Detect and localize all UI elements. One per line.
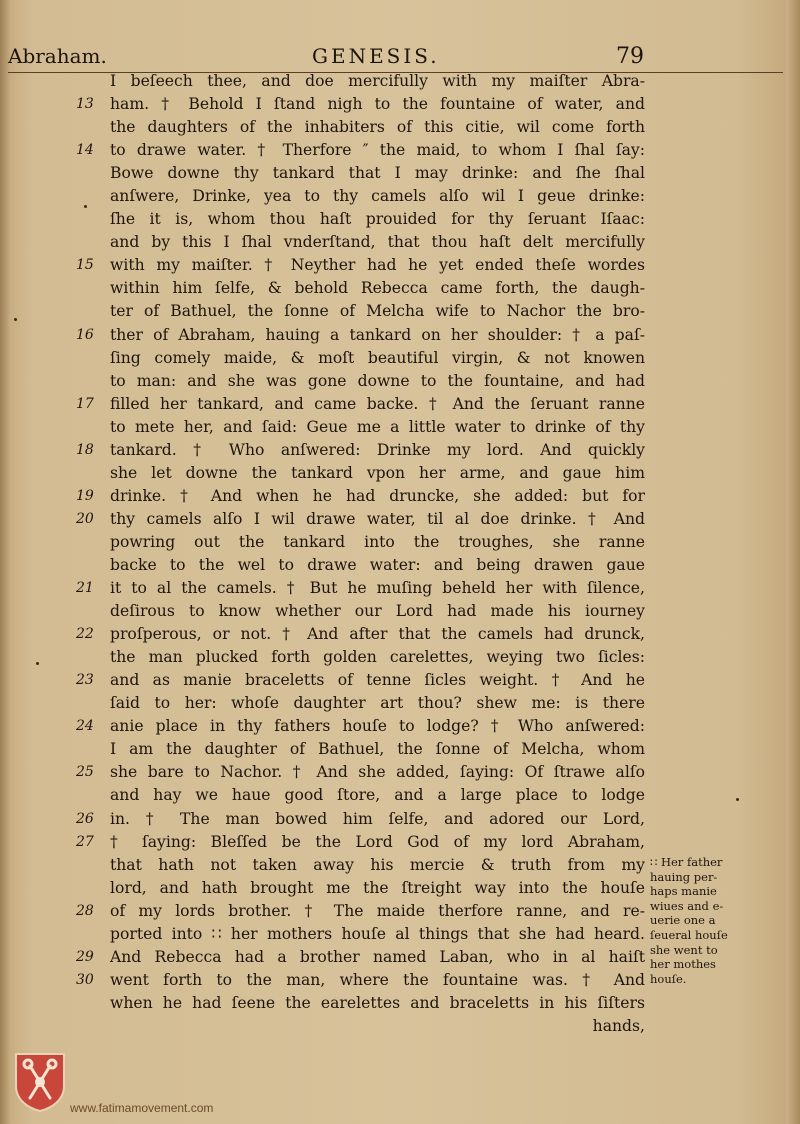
line-text: and by this I ſhal vnderſtand, that thou haſt delt mercifully (110, 233, 645, 252)
line-text: and hay we haue good ſtore, and a large place to lodge (110, 786, 645, 805)
line-text: she let downe the tankard vpon her arme, and gaue him (110, 463, 645, 482)
text-line (0, 462, 800, 485)
verse-number: 25 (76, 764, 94, 781)
line-text: to mete her, and ſaid: Geue me a little water to drinke of thy (110, 417, 645, 436)
verse-number: 20 (76, 510, 94, 527)
line-text: I beſeech thee, and doe mercifully with my maiſter Abra- (110, 72, 645, 90)
text-line (0, 347, 800, 370)
text-line (0, 715, 800, 738)
line-text: deſirous to know whether our Lord had made his iourney (110, 602, 645, 621)
line-text: ſhe it is, whom thou haſt prouided for thy ſeruant Iſaac: (110, 210, 645, 229)
text-line (0, 808, 800, 831)
margin-note-line: she went to (650, 942, 718, 957)
text-line (0, 185, 800, 208)
line-text: when he had ſeene the earelettes and braceletts in his ſiſters (110, 993, 645, 1012)
text-line (0, 646, 800, 669)
verse-number: 23 (76, 672, 94, 689)
line-text: Bowe downe thy tankard that I may drinke: and ſhe ſhal (110, 164, 645, 183)
verse-number: 16 (76, 326, 94, 343)
line-text: anie place in thy fathers houſe to lodge? † Who anſwered: (110, 717, 645, 736)
text-line (0, 692, 800, 715)
text-line (0, 623, 800, 646)
margin-note-line: hauing per- (650, 869, 718, 884)
text-line (0, 116, 800, 139)
line-text: it to al the camels. † But he muſing beheld her with ſilence, (110, 579, 645, 598)
text-line (0, 577, 800, 600)
line-text: she bare to Nachor. † And she added, ſaying: Of ſtrawe alſo (110, 763, 645, 782)
line-text: I am the daughter of Bathuel, the ſonne of Melcha, whom (110, 740, 645, 759)
ink-speck (14, 318, 17, 321)
line-text: and as manie braceletts of tenne ſicles weight. † And he (110, 671, 645, 690)
text-line (0, 324, 800, 347)
text-line (0, 208, 800, 231)
text-line (0, 277, 800, 300)
line-text: ſaid to her: whoſe daughter art thou? shew me: is there (110, 694, 645, 713)
line-text: powring out the tankard into the troughes, she ranne (110, 532, 645, 551)
verse-number: 21 (76, 580, 94, 597)
header-book-title: GENESIS. (312, 44, 440, 68)
line-text: of my lords brother. † The maide therfore ranne, and re- (110, 901, 645, 920)
line-text: backe to the wel to drawe water: and being drawen gaue (110, 555, 645, 574)
line-text: that hath not taken away his mercie & truth from my (110, 855, 645, 874)
ink-speck (36, 662, 39, 665)
text-line (0, 416, 800, 439)
text-line (0, 254, 800, 277)
margin-note-line: ∷ Her father (650, 855, 723, 869)
line-text: within him ſelfe, & behold Rebecca came forth, the daugh- (110, 279, 645, 298)
text-line (0, 508, 800, 531)
text-line (0, 393, 800, 416)
text-line (0, 439, 800, 462)
text-line (0, 992, 800, 1015)
margin-note-line: uerie one a (650, 913, 716, 928)
margin-note-line: haps manie (650, 884, 717, 899)
line-text: hands, (592, 1016, 645, 1035)
line-text: filled her tankard, and came backe. † And the ſeruant ranne (110, 394, 645, 413)
verse-number: 27 (76, 833, 94, 850)
line-text: ter of Bathuel, the ſonne of Melcha wife to Nachor the bro- (110, 302, 645, 321)
line-text: the man plucked forth golden carelettes, weying two ſicles: (110, 648, 645, 667)
margin-note-line: ſeueral houſe (650, 927, 728, 942)
verse-number: 22 (76, 626, 94, 643)
line-text: the daughters of the inhabiters of this citie, wil come forth (110, 118, 645, 137)
line-text: ported into ∷ her mothers houſe al things that she had heard. (110, 924, 645, 943)
text-line (0, 738, 800, 761)
verse-number: 17 (76, 395, 94, 412)
margin-annotation (650, 855, 770, 986)
margin-note-line: houſe. (650, 971, 687, 986)
verse-number: 19 (76, 487, 94, 504)
text-line (0, 784, 800, 807)
verse-number: 24 (76, 718, 94, 735)
line-text: tankard. † Who anſwered: Drinke my lord. And quickly (110, 440, 645, 459)
text-line (0, 139, 800, 162)
text-line (0, 300, 800, 323)
line-text: anſwere, Drinke, yea to thy camels alſo wil I geue drinke: (110, 187, 645, 206)
line-text: drinke. † And when he had druncke, she added: but for (110, 486, 645, 505)
verse-number: 30 (76, 971, 94, 988)
header-book-section: Abraham. (8, 44, 107, 68)
text-line (0, 1015, 800, 1038)
text-line (0, 669, 800, 692)
line-text: lord, and hath brought me the ſtreight way into the houſe (110, 878, 645, 897)
text-line (0, 162, 800, 185)
line-text: † ſaying: Bleſſed be the Lord God of my lord Abraham, (110, 832, 645, 851)
verse-number: 29 (76, 948, 94, 965)
page-number: 79 (616, 44, 644, 69)
margin-note-line: her mothes (650, 957, 716, 972)
margin-note-line: wiues and e- (650, 898, 724, 913)
line-text: proſperous, or not. † And after that the camels had drunck, (110, 625, 645, 644)
footer-website: www.fatimamovement.com (70, 1101, 214, 1115)
text-line (0, 831, 800, 854)
text-line (0, 370, 800, 393)
verse-number: 14 (76, 142, 94, 159)
line-text: with my maiſter. † Neyther had he yet ended theſe wordes (110, 256, 645, 275)
text-line (0, 600, 800, 623)
ink-speck (84, 205, 87, 208)
text-line (0, 231, 800, 254)
fatima-movement-logo (14, 1052, 66, 1112)
verse-number: 18 (76, 441, 94, 458)
line-text: And Rebecca had a brother named Laban, who in al haiſt (110, 947, 645, 966)
line-text: ther of Abraham, hauing a tankard on her shoulder: † a paſ- (110, 325, 645, 344)
text-line (0, 761, 800, 784)
line-text: ſing comely maide, & moſt beautiful virgin, & not knowen (110, 348, 645, 367)
verse-number: 26 (76, 810, 94, 827)
line-text: went forth to the man, where the fountaine was. † And (110, 970, 645, 989)
text-line (0, 93, 800, 116)
line-text: ham. † Behold I ſtand nigh to the fountaine of water, and (110, 95, 645, 114)
ink-speck (736, 798, 739, 801)
text-line (0, 70, 800, 93)
verse-number: 15 (76, 257, 94, 274)
text-line (0, 485, 800, 508)
text-line (0, 531, 800, 554)
line-text: in. † The man bowed him ſelfe, and adored our Lord, (110, 809, 645, 828)
verse-number: 28 (76, 902, 94, 919)
text-line (0, 554, 800, 577)
verse-number: 13 (76, 96, 94, 113)
line-text: to man: and she was gone downe to the fountaine, and had (110, 371, 645, 390)
line-text: thy camels alſo I wil drawe water, til al doe drinke. † And (110, 509, 645, 528)
line-text: to drawe water. † Therfore ″ the maid, to whom I ſhal ſay: (110, 141, 645, 160)
